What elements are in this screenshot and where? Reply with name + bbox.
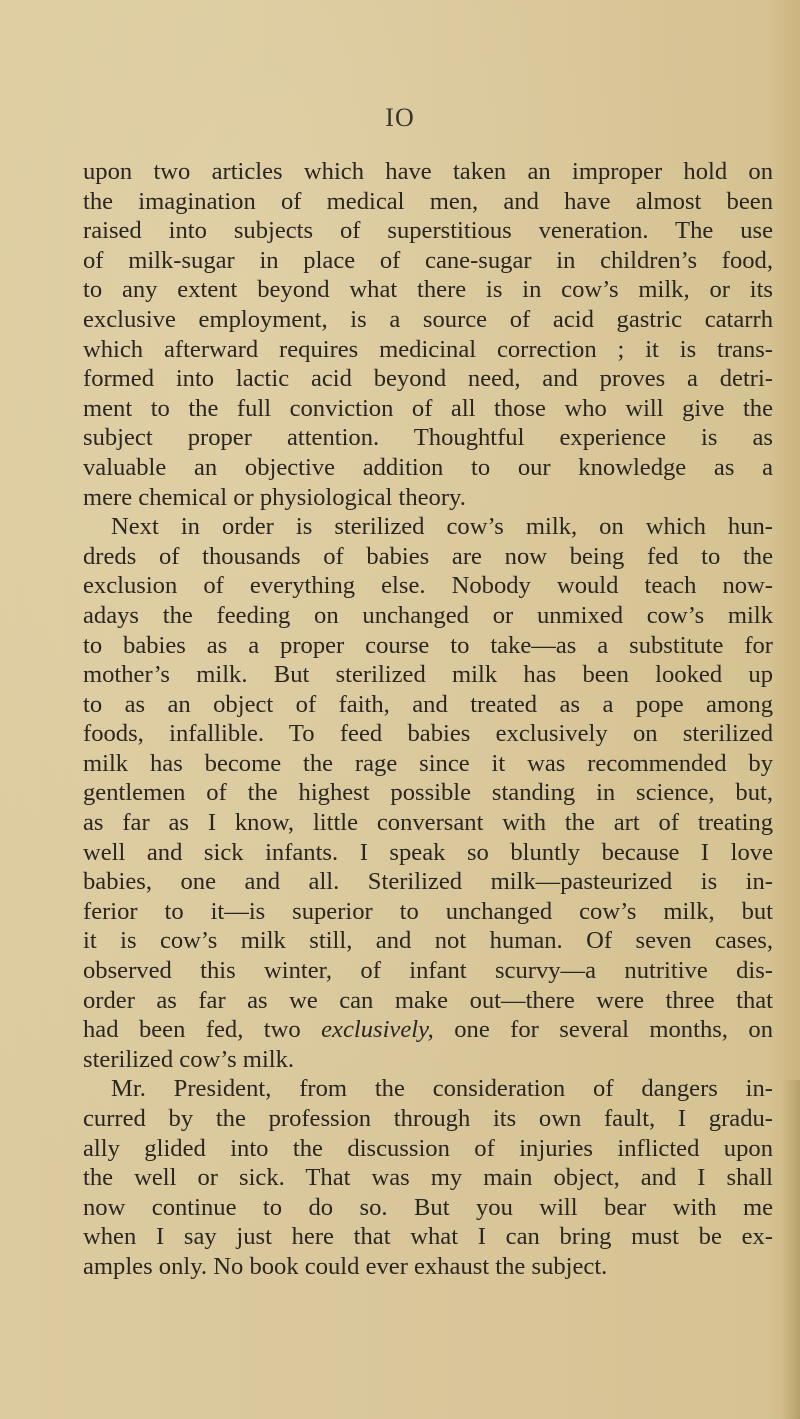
text-line: mother’s milk. But sterilized milk has been looked up: [83, 661, 773, 689]
text-line: which afterward requires medicinal correction ; it is trans-: [83, 335, 773, 363]
text-line-with-italic: [83, 1015, 773, 1045]
text-line-paragraph-start: Next in order is sterilized cow’s milk, on which hun-: [111, 513, 773, 541]
text-line: babies, one and all. Sterilized milk—pasteurized is in-: [83, 868, 773, 896]
text-line: well and sick infants. I speak so bluntly because I love: [83, 838, 773, 866]
text-segment: had been fed, two: [83, 1016, 322, 1044]
text-line: ally glided into the discussion of injuries inflicted upon: [83, 1134, 773, 1162]
text-segment: one for several months, on: [433, 1016, 773, 1044]
text-line: to babies as a proper course to take—as a substitute for: [83, 631, 773, 659]
text-line-paragraph-end: amples only. No book could ever exhaust the subject.: [83, 1252, 608, 1280]
text-line: upon two articles which have taken an improper hold on: [83, 158, 773, 185]
text-line-paragraph-end: sterilized cow’s milk.: [83, 1045, 295, 1073]
text-line: of milk-sugar in place of cane-sugar in children’s food,: [83, 246, 773, 274]
text-line: subject proper attention. Thoughtful experience is as: [83, 424, 773, 452]
text-line: exclusion of everything else. Nobody would teach now-: [83, 572, 773, 600]
text-line: raised into subjects of superstitious veneration. The use: [83, 217, 773, 245]
text-line: adays the feeding on unchanged or unmixed cow’s milk: [83, 601, 773, 629]
text-line: when I say just here that what I can bring must be ex-: [83, 1223, 773, 1251]
text-line: observed this winter, of infant scurvy—a nutritive dis-: [83, 957, 773, 985]
text-line: gentlemen of the highest possible standing in science, but,: [83, 779, 773, 807]
text-line-paragraph-end: mere chemical or physiological theory.: [83, 483, 466, 511]
text-line: to any extent beyond what there is in cow’s milk, or its: [83, 276, 773, 304]
text-line: ment to the full conviction of all those who will give the: [83, 394, 773, 422]
text-line: curred by the profession through its own fault, I gradu-: [83, 1105, 773, 1132]
text-line: to as an object of faith, and treated as a pope among: [83, 690, 773, 718]
text-line: formed into lactic acid beyond need, and proves a detri-: [83, 365, 773, 393]
text-line: the imagination of medical men, and have almost been: [83, 187, 773, 215]
text-line: dreds of thousands of babies are now being fed to the: [83, 542, 773, 570]
text-line: the well or sick. That was my main object, and I shall: [83, 1164, 773, 1192]
text-line: now continue to do so. But you will bear with me: [83, 1193, 773, 1221]
text-line: exclusive employment, is a source of acid gastric catarrh: [83, 305, 773, 333]
text-line: milk has become the rage since it was recommended by: [83, 749, 773, 777]
page-edge-shadow: [782, 1080, 800, 1419]
text-line: it is cow’s milk still, and not human. Of seven cases,: [83, 927, 773, 955]
body-text: [83, 157, 773, 1282]
page-number: IO: [385, 103, 415, 132]
text-line: foods, infallible. To feed babies exclusively on sterilized: [83, 720, 773, 748]
italic-emphasis: exclusively,: [321, 1016, 434, 1044]
text-line: valuable an objective addition to our knowledge as a: [83, 453, 773, 481]
text-line: order as far as we can make out—there were three that: [83, 986, 773, 1014]
text-line: as far as I know, little conversant with the art of treating: [83, 809, 773, 837]
text-line-paragraph-start: Mr. President, from the consideration of dangers in-: [111, 1075, 773, 1103]
text-line: ferior to it—is superior to unchanged cow’s milk, but: [83, 897, 773, 925]
